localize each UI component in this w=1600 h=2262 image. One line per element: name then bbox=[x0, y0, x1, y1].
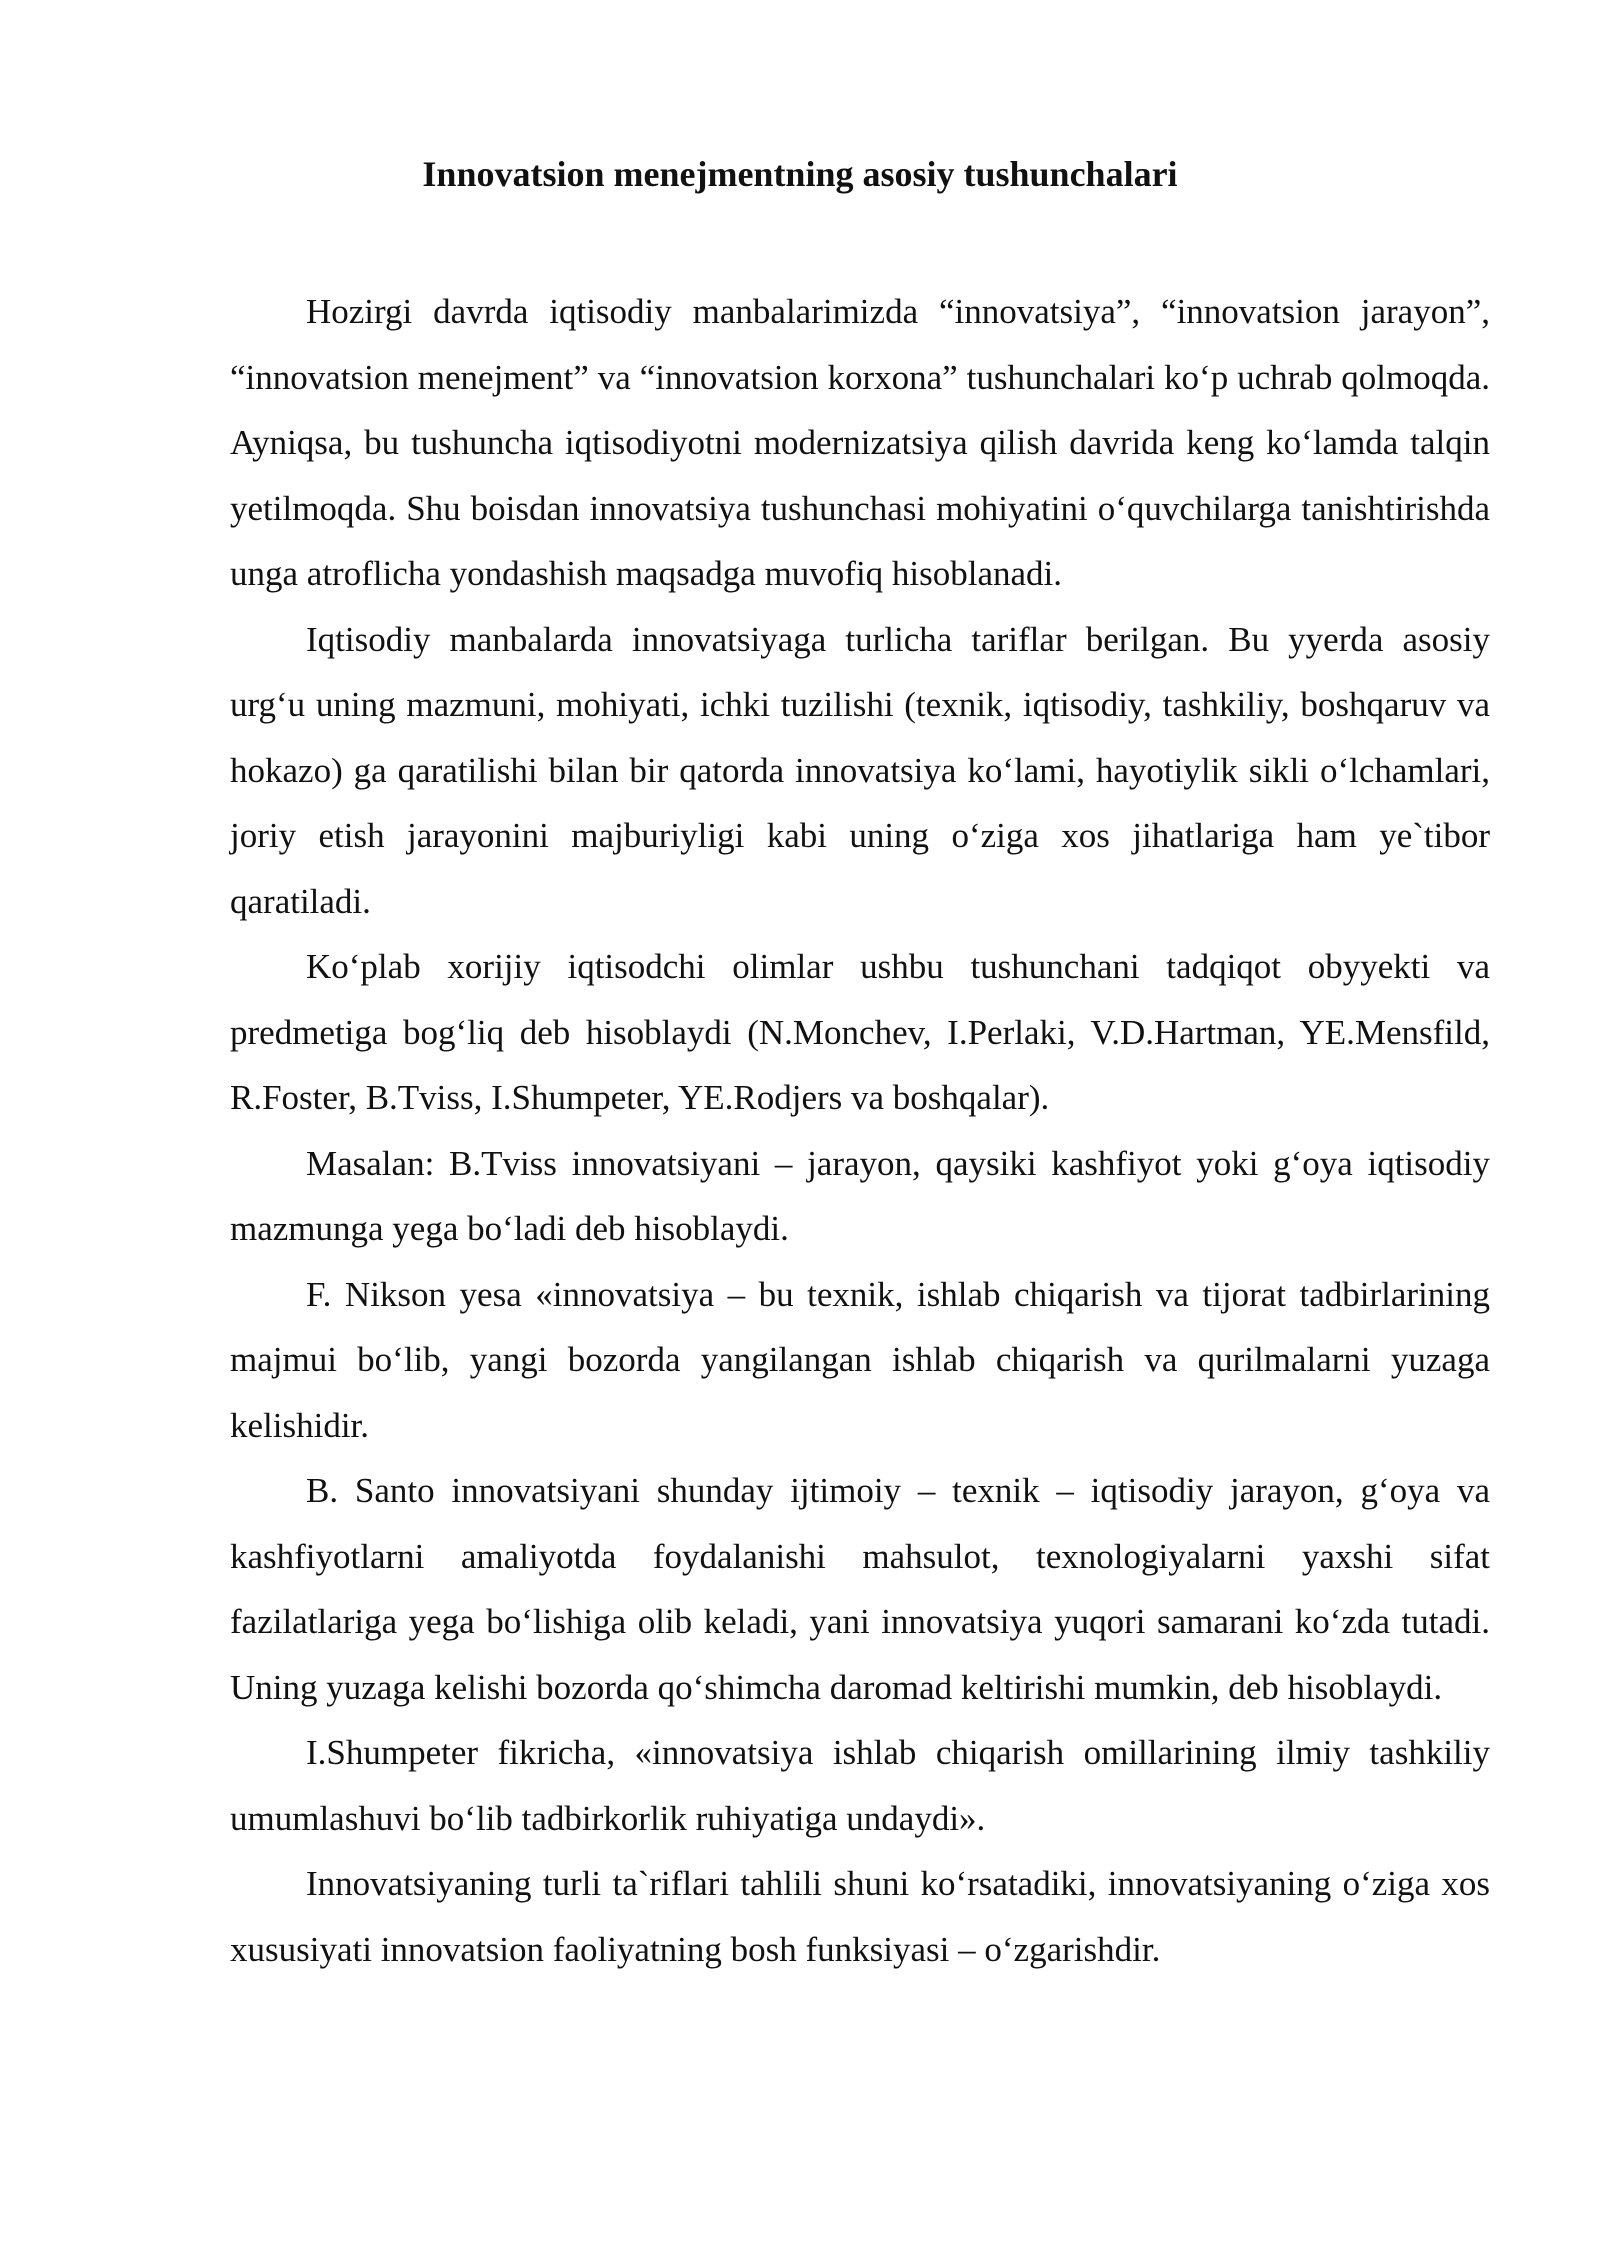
paragraph: B. Santo innovatsiyani shunday ijtimoiy – texnik – iqtisodiy jarayon, g‘oya va kashfiyotlarni amaliyotda foydalanishi mahsulot, texnologiyalarni yaxshi sifat fazilatlariga yega bo‘lishiga olib keladi, yani innovatsiya yuqori samarani ko‘zda tutadi. Uning yuzaga kelishi bozorda qo‘shimcha daromad keltirishi mumkin, deb hisoblaydi. bbox=[230, 1471, 1490, 1707]
paragraph: Masalan: B.Tviss innovatsiyani – jarayon, qaysiki kashfiyot yoki g‘oya iqtisodiy mazmunga yega bo‘ladi deb hisoblaydi. bbox=[230, 1143, 1490, 1248]
paragraph: F. Nikson yesa «innovatsiya – bu texnik, ishlab chiqarish va tijorat tadbirlarining majmui bo‘lib, yangi bozorda yangilangan ishlab chiqarish va qurilmalarni yuzaga kelishidir. bbox=[230, 1274, 1490, 1445]
paragraph: I.Shumpeter fikricha, «innovatsiya ishlab chiqarish omillarining ilmiy tashkiliy umumlashuvi bo‘lib tadbirkorlik ruhiyatiga undaydi». bbox=[230, 1733, 1490, 1838]
paragraph: Ko‘plab xorijiy iqtisodchi olimlar ushbu tushunchani tadqiqot obyyekti va predmetiga bog‘liq deb hisoblaydi (N.Monchev, I.Perlaki, V.D.Hartman, YE.Mensfild, R.Foster, B.Tviss, I.Shumpeter, YE.Rodjers va boshqalar). bbox=[230, 947, 1490, 1117]
paragraph: Hozirgi davrda iqtisodiy manbalarimizda “innovatsiya”, “innovatsion jarayon”, “innovatsion menejment” va “innovatsion korxona” tushunchalari ko‘p uchrab qolmoqda. Ayniqsa, bu tushuncha iqtisodiyotni modernizatsiya qilish davrida keng ko‘lamda talqin yetilmoqda. Shu boisdan innovatsiya tushunchasi mohiyatini o‘quvchilarga tanishtirishda unga atroflicha yondashish maqsadga muvofiq hisoblanadi. bbox=[230, 292, 1490, 593]
page-title: Innovatsion menejmentning asosiy tushunchalari bbox=[422, 154, 1178, 194]
paragraph: Innovatsiyaning turli ta`riflari tahlili shuni ko‘rsatadiki, innovatsiyaning o‘ziga xos xususiyati innovatsion faoliyatning bosh funksiyasi – o‘zgarishdir. bbox=[230, 1864, 1490, 1969]
paragraph: Iqtisodiy manbalarda innovatsiyaga turlicha tariflar berilgan. Bu yyerda asosiy urg‘u uning mazmuni, mohiyati, ichki tuzilishi (texnik, iqtisodiy, tashkiliy, boshqaruv va hokazo) ga qaratilishi bilan bir qatorda innovatsiya ko‘lami, hayotiylik sikli o‘lchamlari, joriy etish jarayonini majburiyligi kabi uning o‘ziga xos jihatlariga ham ye`tibor qaratiladi. bbox=[230, 619, 1490, 921]
document-body bbox=[230, 279, 1490, 1982]
